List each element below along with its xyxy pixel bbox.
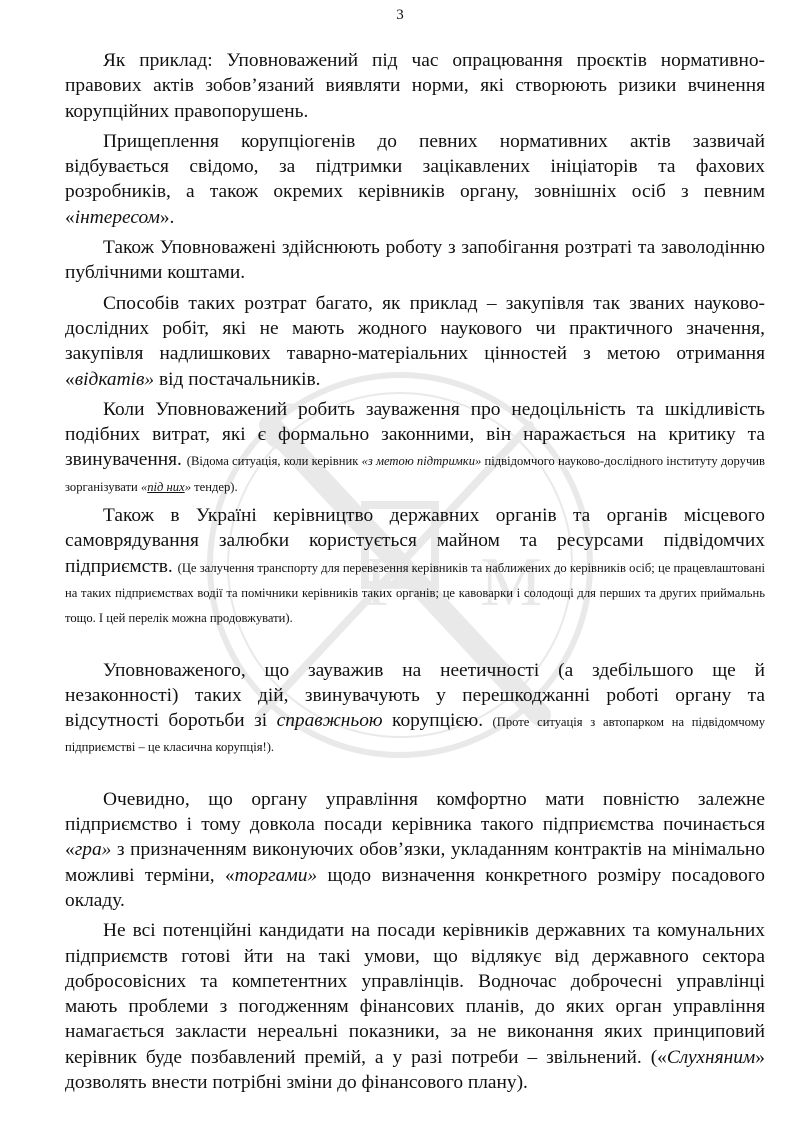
svg-text:P: P xyxy=(365,544,404,621)
paragraph-4: Способів таких розтрат багато, як приклад – закупівля так званих науково-дослідних робіт, які не мають жодного наукового чи практичного значення, закупівля надлишкових таварно-матеріальних цінностей з метою отримання «відкатів» від постачальників. xyxy=(65,292,765,390)
footnote-remark: (Відома ситуація, коли керівник «з метою підтримки» підвідомчого науково-дослідного інституту доручив зорганізувати «під них» тендер). xyxy=(65,454,765,494)
paragraph-7: Уповноваженого, що зауважив на неетичності (а здебільшого ще й незаконності) таких дій, звинувачують у перешкоджанні роботі органу та відсутності боротьби зі справжньою корупцією. (Проте ситуація з автопарком на підвідомчому підприємстві – це класична корупція!). xyxy=(65,659,765,755)
footnote-remark: (Це залучення транспорту для перевезення керівників та наближених до керівників осіб; це працевлаштовані на таких підприємствах водії та помічники керівників таких органів; це кавоварки і солодощі для перших та других приймальнь тощо. І цей перелік можна продовжувати). xyxy=(65,560,765,626)
footnote-remark: (Проте ситуація з автопарком на підвідомчому підприємстві – це класична корупція!). xyxy=(65,715,765,755)
paragraph-1: Як приклад: Уповноважений під час опрацювання проєктів нормативно-правових актів зобов’язаний виявляти норми, які створюють ризики вчинення корупційних правопорушень. xyxy=(65,50,765,122)
svg-text:C: C xyxy=(260,389,307,466)
svg-text:M: M xyxy=(480,544,543,621)
paragraph-6: Також в Україні керівництво державних органів та органів місцевого самоврядування залюбки користується майном та ресурсами підвідомчих підприємств. (Це залучення транспорту для перевезення керівників та наближених до керівників осіб; це працевлаштовані на таких підприємствах водії та помічники керівників таких органів; це кавоварки і солодощі для перших та других приймальнь тощо. І цей перелік можна продовжувати). xyxy=(65,505,765,626)
paragraph-9: Не всі потенційні кандидати на посади керівників державних та комунальних підприємств готові йти на такі умови, що відлякує від державного сектора добросовісних та компетентних управлінців. Водночас доброчесні управлінці мають проблеми з погодженням фінансових планів, до яких орган управління намагається закласти нереальні показники, за не виконання яких принциповий керівник буде позбавлений премій, а у разі потреби – звільнений. («Слухняним» дозволять внести потрібні зміни до фінансового плану). xyxy=(65,920,765,1093)
paragraph-5: Коли Уповноважений робить зауваження про недоцільність та шкідливість подібних витрат, які є формально законними, він наражається на критику та звинувачення. (Відома ситуація, коли керівник «з метою підтримки» підвідомчого науково-дослідного інституту доручив зорганізувати «під них» тендер). xyxy=(65,398,765,494)
paragraph-2: Прищеплення корупціогенів до певних нормативних актів зазвичай відбувається свідомо, за підтримки зацікавлених ініціаторів та фахових розробників, а також окремих керівників органу, зовнішніх осіб з певним «інтересом». xyxy=(65,130,765,228)
document-body xyxy=(65,48,765,1095)
page-number: 3 xyxy=(396,7,404,23)
paragraph-8: Очевидно, що органу управління комфортно мати повністю залежне підприємство і тому довкола посади керівника такого підприємства починається «гра» з призначенням виконуючих обов’язки, укладанням контрактів на мінімально можливі терміни, «торгами» щодо визначення конкретного розміру посадового окладу. xyxy=(65,788,765,911)
paragraph-3: Також Уповноважені здійснюють роботу з запобігання розтраті та заволодінню публічними коштами. xyxy=(65,237,765,284)
